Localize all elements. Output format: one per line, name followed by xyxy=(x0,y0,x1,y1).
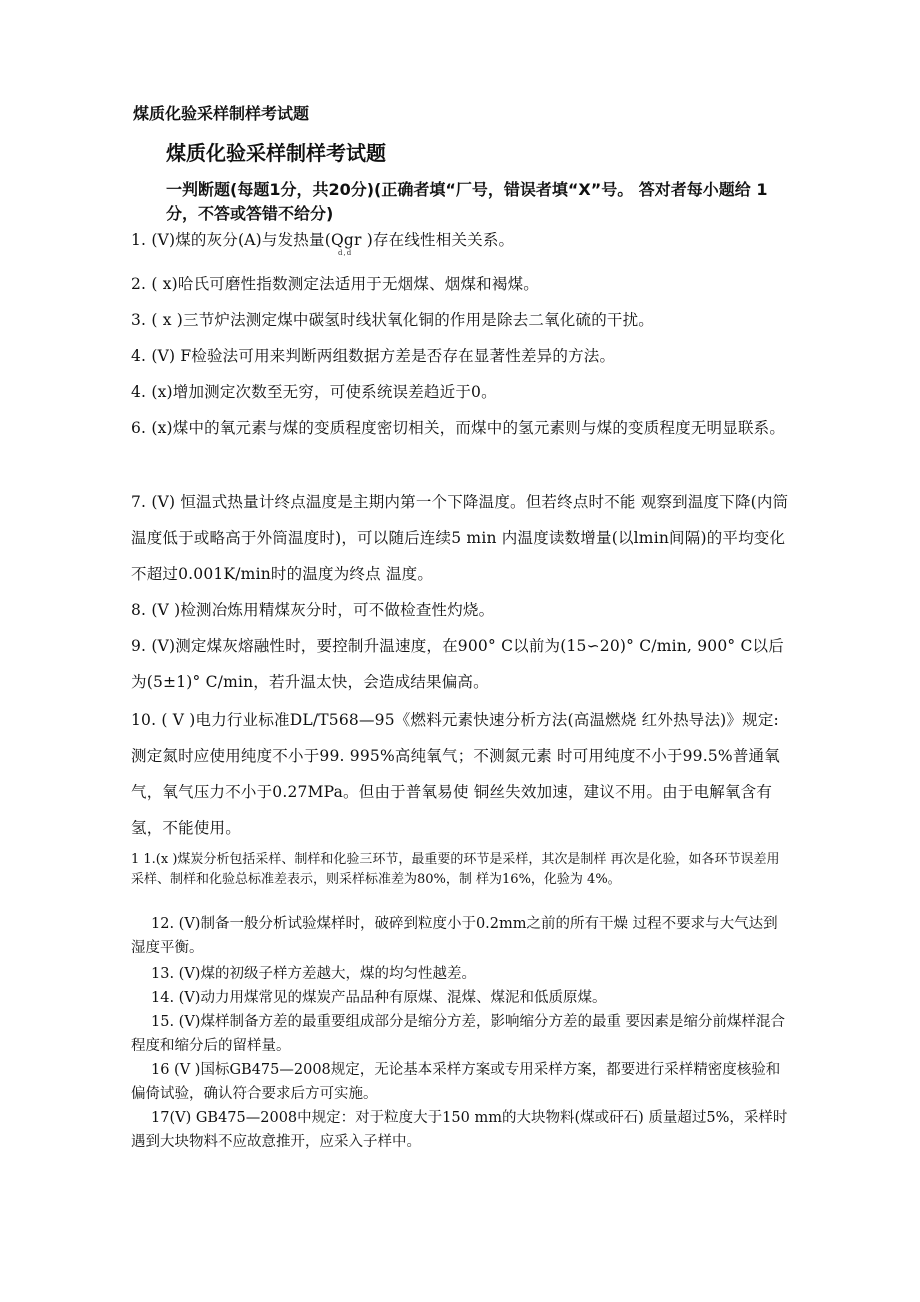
question-1-subscript: d,d xyxy=(338,249,353,257)
question-16: 16 (V )国标GB475—2008规定，无论基本采样方案或专用采样方案，都要进行采样精密度核验和偏倚试验，确认符合要求后方可实施。 xyxy=(131,1062,781,1102)
document-main-title: 煤质化验采样制样考试题 xyxy=(166,141,386,165)
question-10: 10. ( V )电力行业标准DL/T568—95《燃料元素快速分析方法(高温燃烧 红外热导法)》规定:测定氮时应使用纯度不小于99. 995%高纯氧气；不测氮元素 时可用纯度不小于99.5%普通氧气，氧气压力不小于0.27MPa。但由于普氧易使 铜丝失效加速，建议不用。由于电解氧含有氢，不能使用。 xyxy=(131,711,780,837)
document-small-title: 煤质化验采样制样考试题 xyxy=(133,104,310,123)
question-13: 13. (V)煤的初级子样方差越大，煤的均匀性越差。 xyxy=(151,966,476,982)
question-1: 1. (V)煤的灰分(A)与发热量(Qgr )存在线性相关关系。 xyxy=(131,231,515,249)
question-2: 2. ( x)哈氏可磨性指数测定法适用于无烟煤、烟煤和褐煤。 xyxy=(131,275,539,293)
question-4a: 4. (V) F检验法可用来判断两组数据方差是否存在显著性差异的方法。 xyxy=(131,347,616,365)
question-7: 7. (V) 恒温式热量计终点温度是主期内第一个下降温度。但若终点时不能 观察到温度下降(内筒温度低于或略高于外筒温度时)，可以随后连续5 min 内温度读数增量(以lmin间隔)的平均变化不超过0.001K/min时的温度为终点 温度。 xyxy=(131,493,789,583)
question-17: 17(V) GB475—2008中规定：对于粒度大于150 mm的大块物料(煤或矸石) 质量超过5%，采样时遇到大块物料不应故意推开，应采入子样中。 xyxy=(131,1110,788,1150)
question-6: 6. (x)煤中的氧元素与煤的变质程度密切相关，而煤中的氢元素则与煤的变质程度无明显联系。 xyxy=(131,419,786,437)
question-9: 9. (V)测定煤灰熔融性时，要控制升温速度，在900° C以前为(15∽20)° C/min, 900° C以后为(5±1)° C/min，若升温太快，会造成结果偏高。 xyxy=(131,637,784,691)
question-8: 8. (V )检测冶炼用精煤灰分时，可不做检查性灼烧。 xyxy=(131,601,495,619)
question-15: 15. (V)煤样制备方差的最重要组成部分是缩分方差，影响缩分方差的最重 要因素是缩分前煤样混合程度和缩分后的留样量。 xyxy=(131,1014,786,1054)
question-11: 1 1.(x )煤炭分析包括采样、制样和化验三环节，最重要的环节是采样，其次是制样 再次是化验，如各环节误差用采样、制样和化验总标准差表示，则采样标准差为80%，制 样为16%，化验为 4%。 xyxy=(131,852,780,887)
question-4b: 4. (x)增加测定次数至无穷，可使系统误差趋近于0。 xyxy=(131,383,497,401)
question-12: 12. (V)制备一般分析试验煤样时，破碎到粒度小于0.2mm之前的所有干燥 过程不要求与大气达到湿度平衡。 xyxy=(131,916,778,956)
question-3: 3. ( x )三节炉法测定煤中碳氢时线状氧化铜的作用是除去二氧化硫的干扰。 xyxy=(131,311,655,329)
section-heading: 一判断题(每题1分，共20分)(正确者填“厂号，错误者填“X”号。 答对者每小题给 1 分，不答或答错不给分) xyxy=(166,180,768,223)
question-14: 14. (V)动力用煤常见的煤炭产品品种有原煤、混煤、煤泥和低质原煤。 xyxy=(151,990,607,1006)
